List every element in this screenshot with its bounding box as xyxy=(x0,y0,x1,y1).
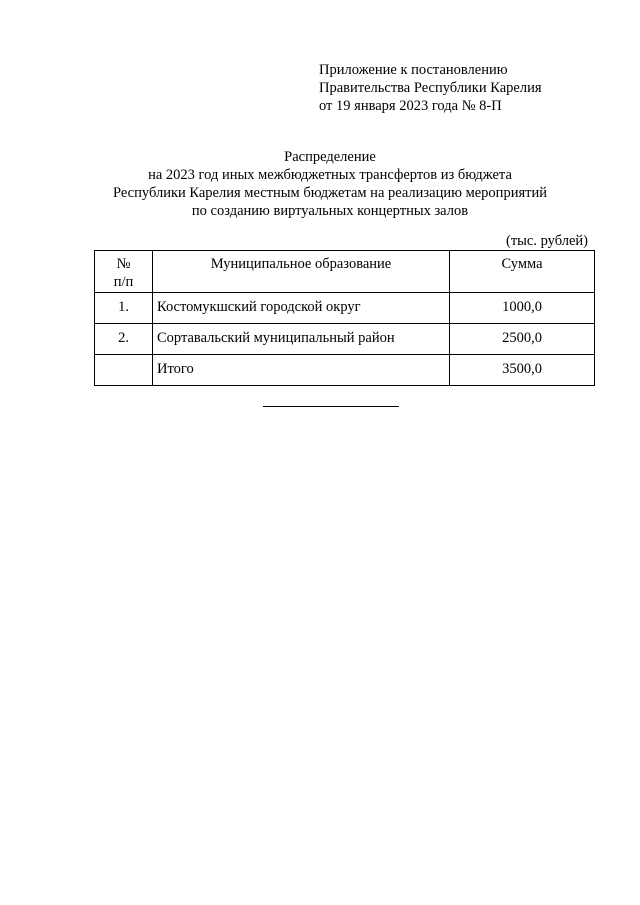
header-municipality: Муниципальное образование xyxy=(153,251,450,293)
header-number-line-1: № xyxy=(116,256,131,272)
header-number-line-2: п/п xyxy=(113,274,134,290)
annex-line-3: от 19 января 2023 года № 8-П xyxy=(319,98,502,114)
row-municipality: Сортавальский муниципальный район xyxy=(153,324,450,355)
distribution-table xyxy=(94,250,595,386)
document-title xyxy=(60,148,600,220)
units-label: (тыс. рублей) xyxy=(506,233,588,249)
title-line-4: по созданию виртуальных концертных залов xyxy=(191,203,469,219)
table-row xyxy=(95,293,595,324)
total-number xyxy=(95,355,153,386)
annex-line-2: Правительства Республики Карелия xyxy=(319,80,542,96)
annex-line-1: Приложение к постановлению xyxy=(319,62,508,78)
table-row xyxy=(95,324,595,355)
total-label: Итого xyxy=(153,355,450,386)
row-sum: 2500,0 xyxy=(450,324,595,355)
row-sum: 1000,0 xyxy=(450,293,595,324)
table-total-row xyxy=(95,355,595,386)
title-line-2: на 2023 год иных межбюджетных трансфертов из бюджета xyxy=(148,167,512,183)
end-divider-line xyxy=(263,406,399,407)
table-header-row xyxy=(95,251,595,293)
header-sum: Сумма xyxy=(450,251,595,293)
title-line-1: Распределение xyxy=(284,149,376,165)
title-line-3: Республики Карелия местным бюджетам на реализацию мероприятий xyxy=(113,185,547,201)
total-sum: 3500,0 xyxy=(450,355,595,386)
row-municipality: Костомукшский городской округ xyxy=(153,293,450,324)
header-number xyxy=(95,251,153,293)
row-number: 2. xyxy=(95,324,153,355)
row-number: 1. xyxy=(95,293,153,324)
annex-header xyxy=(319,61,542,115)
